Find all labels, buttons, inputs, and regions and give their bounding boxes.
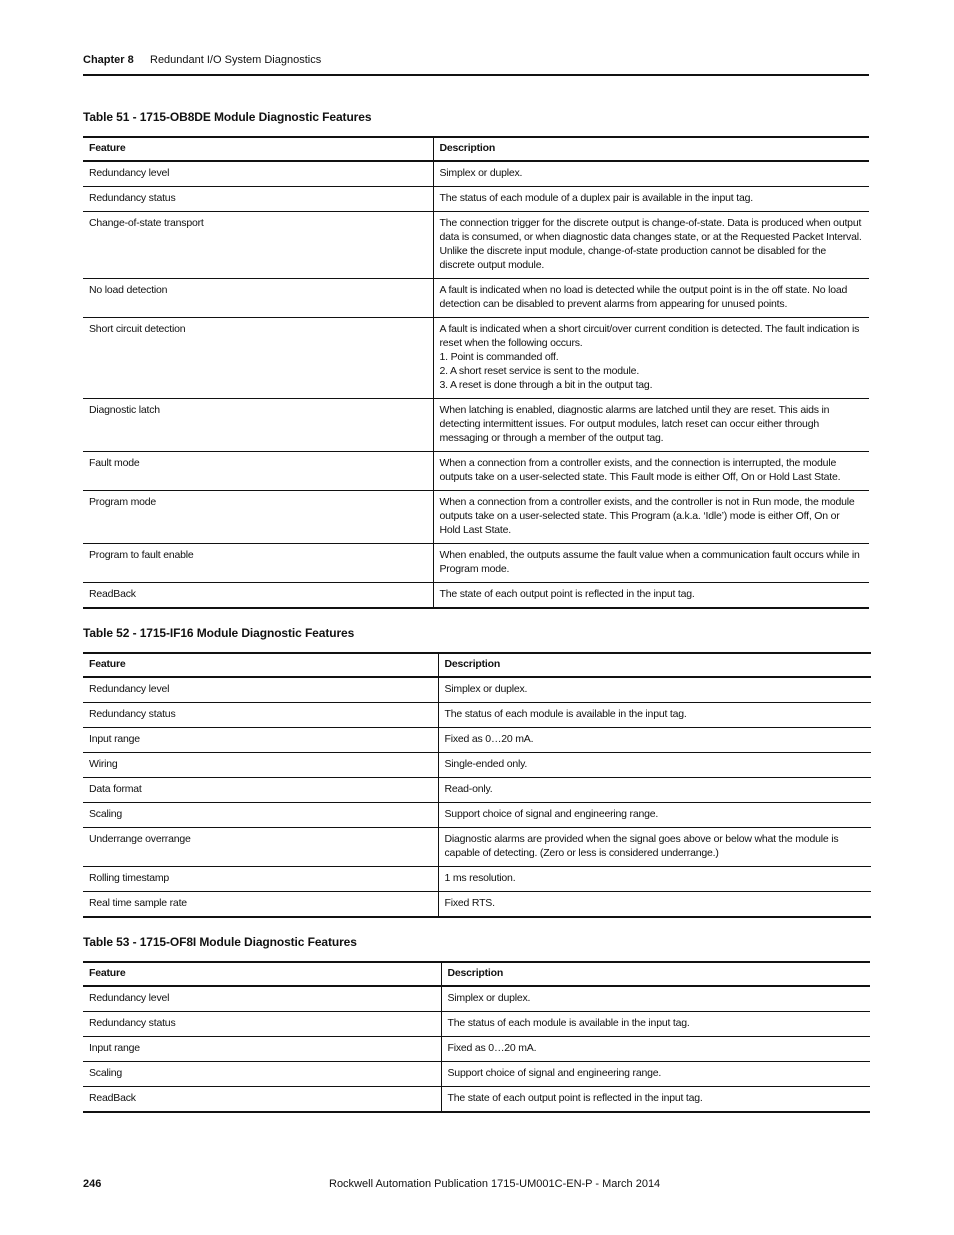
table-53-caption: Table 53 - 1715-OF8I Module Diagnostic Features — [83, 935, 357, 949]
description-cell: When latching is enabled, diagnostic alarms are latched until they are reset. This aids in detecting intermittent issues. For output modules, latch reset can occur either through messaging or through a member of the output tag. — [433, 399, 869, 452]
list-item: 1. Point is commanded off. — [439, 351, 559, 363]
table-row — [83, 544, 869, 583]
feature-cell: Data format — [83, 778, 438, 803]
description-cell: The connection trigger for the discrete output is change-of-state. Data is produced when output data is consumed, or when diagnostic data changes state, or at the Requested Packet Interval. Unlike the discrete input module, change-of-state production cannot be disabled for the discrete output module. — [433, 212, 869, 279]
table-row — [83, 892, 871, 918]
feature-cell: Scaling — [83, 1062, 441, 1087]
table-51-caption: Table 51 - 1715-OB8DE Module Diagnostic Features — [83, 110, 372, 124]
column-header-description: Description — [438, 653, 871, 677]
description-cell: The state of each output point is reflected in the input tag. — [441, 1087, 870, 1113]
description-cell: When a connection from a controller exists, and the controller is not in Run mode, the module outputs take on a user-selected state. This Program (a.k.a. ‘Idle’) mode is either Off, On or Hold Last State. — [433, 491, 869, 544]
column-header-feature: Feature — [83, 137, 433, 161]
table-row — [83, 703, 871, 728]
table-row — [83, 728, 871, 753]
feature-cell: Change-of-state transport — [83, 212, 433, 279]
list-item: 2. A short reset service is sent to the module. — [439, 365, 640, 377]
running-header — [83, 53, 869, 67]
feature-cell: Redundancy status — [83, 703, 438, 728]
description-cell: Simplex or duplex. — [438, 677, 871, 703]
description-cell: Single-ended only. — [438, 753, 871, 778]
list-item: 3. A reset is done through a bit in the output tag. — [439, 379, 653, 391]
description-cell: Fixed as 0…20 mA. — [441, 1037, 870, 1062]
table-row — [83, 1012, 870, 1037]
feature-cell: Rolling timestamp — [83, 867, 438, 892]
table-row — [83, 161, 869, 187]
table-51 — [83, 136, 869, 609]
table-row — [83, 583, 869, 609]
table-row — [83, 986, 870, 1012]
column-header-feature: Feature — [83, 653, 438, 677]
table-row — [83, 753, 871, 778]
description-cell: The status of each module is available in the input tag. — [438, 703, 871, 728]
table-52-caption: Table 52 - 1715-IF16 Module Diagnostic Features — [83, 626, 355, 640]
description-cell: The status of each module is available in the input tag. — [441, 1012, 870, 1037]
feature-cell: No load detection — [83, 279, 433, 318]
table-row — [83, 677, 871, 703]
feature-cell: Input range — [83, 728, 438, 753]
description-cell: Diagnostic alarms are provided when the signal goes above or below what the module is capable of detecting. (Zero or less is considered underrange.) — [438, 828, 871, 867]
table-52 — [83, 652, 871, 918]
table-row — [83, 491, 869, 544]
numbered-list — [440, 350, 864, 392]
table-header-row — [83, 653, 871, 677]
feature-cell: Short circuit detection — [83, 318, 433, 399]
description-cell: When a connection from a controller exists, and the connection is interrupted, the module outputs take on a user-selected state. This Fault mode is either Off, On or Hold Last State. — [433, 452, 869, 491]
feature-cell: Redundancy status — [83, 1012, 441, 1037]
description-cell: Read-only. — [438, 778, 871, 803]
table-row — [83, 1062, 870, 1087]
table-row — [83, 803, 871, 828]
table-row — [83, 212, 869, 279]
table-header-row — [83, 137, 869, 161]
table-row — [83, 318, 869, 399]
table-row — [83, 399, 869, 452]
feature-cell: Underrange overrange — [83, 828, 438, 867]
description-cell: Support choice of signal and engineering range. — [441, 1062, 870, 1087]
table-header-row — [83, 962, 870, 986]
table-row — [83, 187, 869, 212]
description-text: A fault is indicated when a short circuit/over current condition is detected. The fault indication is reset when the following occurs. — [439, 323, 860, 349]
description-cell: The status of each module of a duplex pair is available in the input tag. — [433, 187, 869, 212]
description-cell: 1 ms resolution. — [438, 867, 871, 892]
description-cell: Fixed RTS. — [438, 892, 871, 918]
feature-cell: Real time sample rate — [83, 892, 438, 918]
description-cell: Simplex or duplex. — [441, 986, 870, 1012]
description-cell: When enabled, the outputs assume the fault value when a communication fault occurs while in Program mode. — [433, 544, 869, 583]
column-header-description: Description — [433, 137, 869, 161]
description-cell: A fault is indicated when no load is detected while the output point is in the off state. No load detection can be disabled to prevent alarms from appearing for unused points. — [433, 279, 869, 318]
column-header-feature: Feature — [83, 962, 441, 986]
feature-cell: Program to fault enable — [83, 544, 433, 583]
table-row — [83, 1087, 870, 1113]
feature-cell: ReadBack — [83, 1087, 441, 1113]
column-header-description: Description — [441, 962, 870, 986]
feature-cell: Redundancy level — [83, 986, 441, 1012]
chapter-label: Chapter 8 — [83, 54, 134, 66]
header-rule — [83, 74, 869, 76]
table-row — [83, 1037, 870, 1062]
table-row — [83, 279, 869, 318]
publication-info: Rockwell Automation Publication 1715-UM001C-EN-P - March 2014 — [329, 1178, 661, 1190]
page-number: 246 — [83, 1178, 102, 1190]
description-cell: Simplex or duplex. — [433, 161, 869, 187]
feature-cell: Input range — [83, 1037, 441, 1062]
table-row — [83, 828, 871, 867]
table-row — [83, 867, 871, 892]
feature-cell: Redundancy level — [83, 677, 438, 703]
table-row — [83, 778, 871, 803]
description-cell: Fixed as 0…20 mA. — [438, 728, 871, 753]
feature-cell: Redundancy level — [83, 161, 433, 187]
description-cell: The state of each output point is reflected in the input tag. — [433, 583, 869, 609]
feature-cell: Scaling — [83, 803, 438, 828]
description-cell — [433, 318, 869, 399]
feature-cell: Wiring — [83, 753, 438, 778]
feature-cell: Diagnostic latch — [83, 399, 433, 452]
feature-cell: Fault mode — [83, 452, 433, 491]
chapter-title: Redundant I/O System Diagnostics — [150, 54, 322, 66]
feature-cell: Redundancy status — [83, 187, 433, 212]
table-row — [83, 452, 869, 491]
description-cell: Support choice of signal and engineering range. — [438, 803, 871, 828]
table-53 — [83, 961, 870, 1113]
feature-cell: Program mode — [83, 491, 433, 544]
feature-cell: ReadBack — [83, 583, 433, 609]
